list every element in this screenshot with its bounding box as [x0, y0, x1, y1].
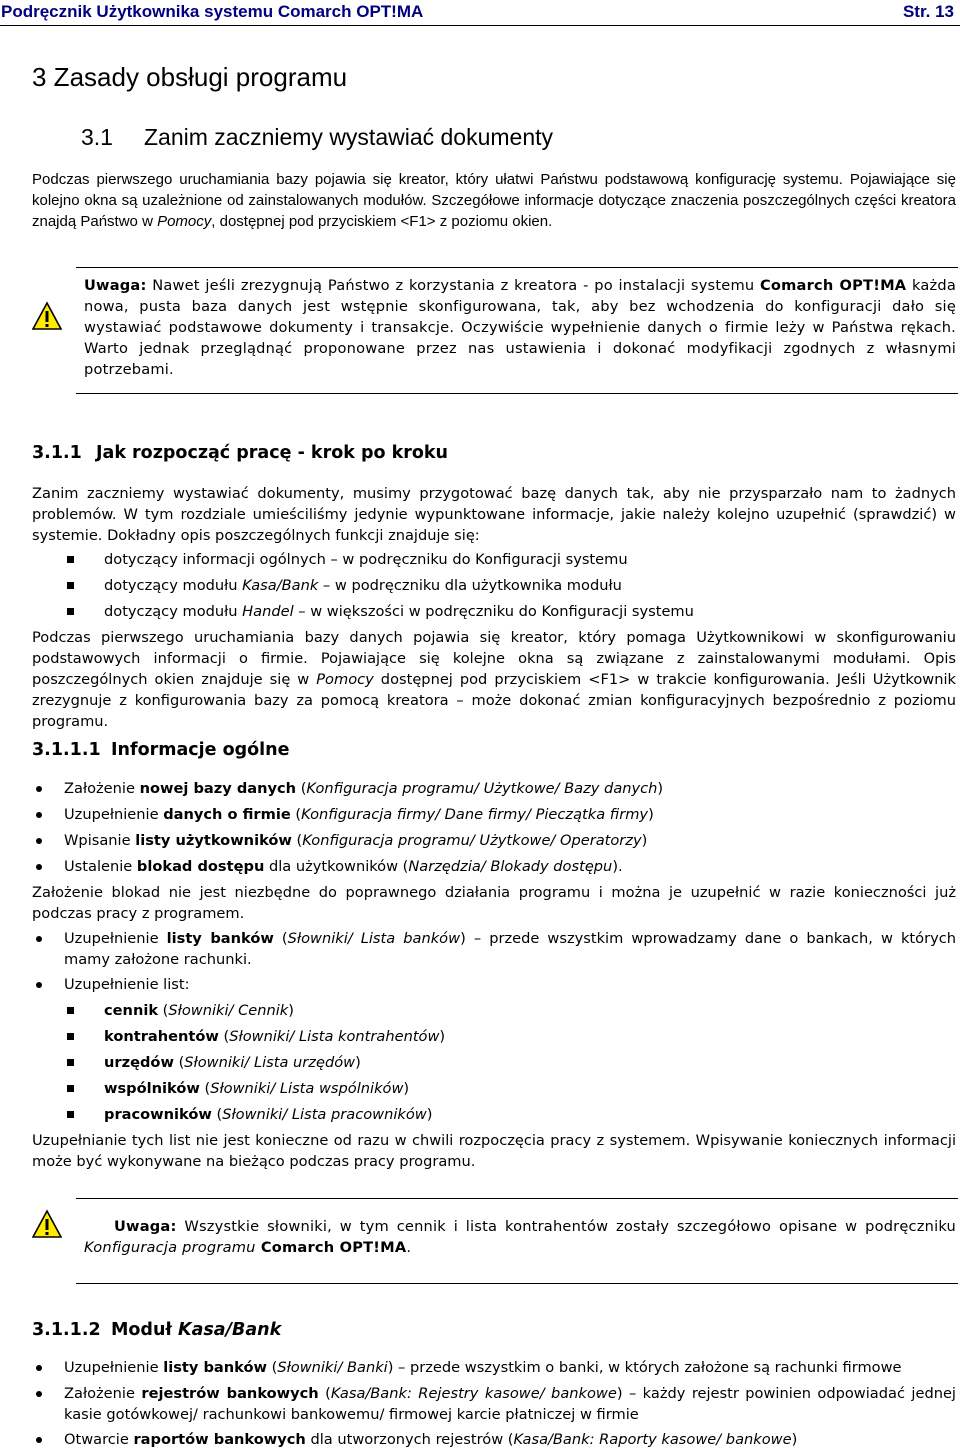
list-item — [104, 601, 694, 622]
li-b: nowej bazy danych — [139, 780, 297, 797]
square-bullet-icon — [67, 1111, 74, 1118]
subsubsection-text: Informacje ogólne — [111, 740, 290, 760]
li-b: cennik — [104, 1002, 159, 1019]
li-d: ) — [648, 806, 654, 823]
li-c: ( — [218, 1028, 230, 1045]
li-a: Otwarcie — [64, 1431, 134, 1448]
page-header — [0, 0, 960, 26]
section-number: 3.1 — [81, 124, 113, 150]
square-bullet-icon — [67, 1085, 74, 1092]
li-a: Uzupełnienie — [64, 806, 164, 823]
list-item-text: – w większości w podręczniku do Konfiguracji systemu — [293, 603, 694, 620]
list-item — [104, 1078, 409, 1099]
li-d: ) — [439, 1028, 446, 1045]
li-a: Założenie — [64, 780, 140, 797]
note2-label: Uwaga: — [114, 1218, 177, 1235]
li-c: dla użytkowników ( — [264, 858, 409, 875]
li-d: ) – przede wszystkim wprowadzamy dane o bankach, w których mamy założone rachunki. — [64, 930, 956, 968]
list-item — [104, 1052, 361, 1073]
subsubsection-number: 3.1.1.1 — [32, 740, 101, 760]
li-c: ( — [273, 930, 288, 947]
round-bullet-icon — [36, 786, 42, 792]
round-bullet-icon — [36, 864, 42, 870]
note2-brand: Comarch OPT!MA — [255, 1239, 407, 1256]
note-text-b: każda nowa, pusta baza danych jest wstępnie skonfigurowana, tak, aby bez wchodzenia do konfiguracji dało się wystawiać podstawowe dokumenty i transakcje. Oczywiście wypełnienie danych o firmie leży w Państwa rękach. Warto jednak przeglądnąć proponowane przez nas ustawienia i dokonać modyfikacji zgodnych z własnymi potrzebami. — [84, 277, 956, 378]
subsection-title — [32, 443, 448, 463]
paragraph-4: Założenie blokad nie jest niezbędne do poprawnego działania programu i można je uzupełnić w razie konieczności już podczas pracy z programem. — [32, 884, 956, 922]
square-bullet-icon — [67, 582, 74, 589]
intro-text-c: , dostępnej pod przyciskiem <F1> z poziomu okien. — [211, 213, 553, 230]
li-c: ( — [158, 1002, 169, 1019]
li-path: Konfiguracja programu/ Użytkowe/ Bazy danych — [306, 780, 658, 797]
list-item — [104, 575, 622, 596]
intro-text-a: Podczas pierwszego uruchamiania bazy pojawia się kreator, który ułatwi Państwu podstawową konfigurację systemu. Pojawiające się kolejno okna są uzależnione od zainstalowanych modułów. Szczegółowe informacje dotyczące znaczenia poszczególnych części kreatora znajdą Państwo w — [32, 171, 956, 230]
li-d: ) – każdy rejestr powinien odpowiadać jednej kasie gotówkowej/ rachunkowi bankowemu/ firmowej karcie płatniczej w firmie — [64, 1385, 956, 1423]
li-d: ) – przede wszystkim o banki, w których założone są rachunki firmowe — [387, 1359, 902, 1376]
list-item — [104, 549, 628, 570]
li-path: Słowniki/ Lista urzędów — [184, 1054, 356, 1071]
round-bullet-icon — [36, 838, 42, 844]
note-brand: Comarch OPT!MA — [760, 277, 907, 294]
li-d: ) — [426, 1106, 433, 1123]
li-d: ) — [355, 1054, 361, 1071]
list-item — [104, 1026, 445, 1047]
li-path: Słowniki/ Banki — [277, 1359, 388, 1376]
li-b: listy użytkowników — [135, 832, 292, 849]
square-bullet-icon — [67, 608, 74, 615]
list-item — [64, 804, 654, 825]
li-path: Słowniki/ Lista banków — [287, 930, 461, 947]
note-box — [84, 275, 956, 380]
page-number: Str. 13 — [902, 2, 954, 21]
list-item-text: dotyczący informacji ogólnych – w podręczniku do Konfiguracji systemu — [104, 551, 628, 568]
note2-rule-bottom — [76, 1283, 958, 1284]
header-title: Podręcznik Użytkownika systemu Comarch OPT!MA — [1, 2, 424, 21]
section-text: Zanim zaczniemy wystawiać dokumenty — [144, 124, 554, 150]
li-path: Słowniki/ Lista pracowników — [222, 1106, 427, 1123]
li-c: ( — [296, 780, 307, 797]
section-title — [81, 124, 553, 151]
li-c: ( — [266, 1359, 278, 1376]
list-item — [64, 1429, 797, 1450]
li-path: Słowniki/ Lista wspólników — [210, 1080, 404, 1097]
note2-box — [84, 1216, 956, 1258]
li-c: ( — [211, 1106, 223, 1123]
square-bullet-icon — [67, 1007, 74, 1014]
li-b: urzędów — [104, 1054, 174, 1071]
square-bullet-icon — [67, 556, 74, 563]
li-path: Słowniki/ Lista kontrahentów — [229, 1028, 440, 1045]
li-a: Uzupełnienie — [64, 1359, 164, 1376]
note-label: Uwaga: — [84, 277, 147, 294]
list-item-text: dotyczący modułu — [104, 603, 243, 620]
subsubsection-text: Moduł — [111, 1320, 179, 1340]
li-b: blokad dostępu — [136, 858, 265, 875]
li-b: raportów bankowych — [133, 1431, 306, 1448]
list-item-text: – w podręczniku dla użytkownika modułu — [318, 577, 622, 594]
li-path: Narzędzia/ Blokady dostępu — [408, 858, 613, 875]
li-c: ( — [173, 1054, 185, 1071]
li-b: pracowników — [104, 1106, 212, 1123]
list-item — [64, 928, 956, 970]
round-bullet-icon — [36, 936, 42, 942]
intro-paragraph — [32, 169, 956, 232]
note-rule-bottom — [76, 393, 958, 394]
li-b: danych o firmie — [163, 806, 291, 823]
li-a: Założenie — [64, 1385, 142, 1402]
paragraph-3 — [32, 627, 956, 732]
round-bullet-icon — [36, 812, 42, 818]
li-b: listy banków — [166, 930, 274, 947]
list-item — [104, 1000, 294, 1021]
li-d: ) — [641, 832, 648, 849]
li-d: ) — [791, 1431, 798, 1448]
subsubsection-module: Kasa/Bank — [178, 1320, 282, 1340]
square-bullet-icon — [67, 1059, 74, 1066]
li-c: ( — [199, 1080, 211, 1097]
li-a: Wpisanie — [64, 832, 136, 849]
list-item-module: Handel — [242, 603, 294, 620]
square-bullet-icon — [67, 1033, 74, 1040]
list-item-module: Kasa/Bank — [242, 577, 319, 594]
round-bullet-icon — [36, 1437, 42, 1443]
p3-text-b: dostępnej pod przyciskiem <F1> w trakcie konfigurowania. Jeśli Użytkownik zrezygnuje z konfigurowania bazy za pomocą kreatora – może dokonać zmian konfiguracyjnych bezpośrednio z poziomu programu. — [32, 671, 956, 730]
warning-icon — [32, 1209, 62, 1239]
li-d: ). — [612, 858, 623, 875]
li-c: ( — [318, 1385, 331, 1402]
list-item — [64, 1357, 902, 1378]
li-path: Konfiguracja programu/ Użytkowe/ Operatorzy — [302, 832, 642, 849]
list-item: Uzupełnienie list: — [64, 976, 190, 993]
subsection-text: Jak rozpocząć pracę - krok po kroku — [96, 443, 448, 463]
list-item-text: dotyczący modułu — [104, 577, 243, 594]
subsubsection-title-kasa — [32, 1320, 281, 1340]
note-text-a: Nawet jeśli zrezygnują Państwo z korzystania z kreatora - po instalacji systemu — [146, 277, 760, 294]
note2-book: Konfiguracja programu — [84, 1239, 256, 1256]
li-path: Konfiguracja firmy/ Dane firmy/ Pieczątka firmy — [301, 806, 649, 823]
li-b: listy banków — [163, 1359, 267, 1376]
paragraph-5: Uzupełnianie tych list nie jest konieczne od razu w chwili rozpoczęcia pracy z systemem. Wpisywanie koniecznych informacji może być wykonywane na bieżąco podczas pracy programu. — [32, 1132, 956, 1170]
li-path: Słowniki/ Cennik — [168, 1002, 289, 1019]
p3-help: Pomocy — [316, 671, 374, 688]
note2-end: . — [406, 1239, 412, 1256]
li-b: kontrahentów — [104, 1028, 219, 1045]
li-c: ( — [291, 832, 303, 849]
li-a: Ustalenie — [64, 858, 137, 875]
list-item — [64, 830, 647, 851]
warning-icon — [32, 301, 62, 331]
note-rule-top — [76, 267, 958, 268]
li-c: ( — [290, 806, 302, 823]
list-item — [104, 1104, 432, 1125]
subsubsection-number: 3.1.1.2 — [32, 1320, 101, 1340]
note2-text: Wszystkie słowniki, w tym cennik i lista kontrahentów zostały szczegółowo opisane w podręczniku — [176, 1218, 956, 1235]
list-item — [64, 1383, 956, 1425]
li-d: ) — [657, 780, 664, 797]
paragraph-2: Zanim zaczniemy wystawiać dokumenty, musimy przygotować bazę danych tak, aby nie przysparzało nam to żadnych problemów. W tym rozdziale umieściliśmy jedynie wypunktowane informacje, jakie należy kolejno uzupełnić (sprawdzić) w systemie. Dokładny opis poszczególnych funkcji znajduje się: — [32, 485, 956, 544]
round-bullet-icon — [36, 1365, 42, 1371]
subsubsection-title-general — [32, 740, 290, 760]
round-bullet-icon — [36, 982, 42, 988]
li-b: wspólników — [104, 1080, 200, 1097]
li-d: ) — [288, 1002, 294, 1019]
intro-help-link: Pomocy — [157, 213, 212, 230]
p3-text-a: Podczas pierwszego uruchamiania bazy danych pojawia się kreator, który pomaga Użytkownikowi w skonfigurowaniu podstawowych informacji o firmie. Pojawiające się kolejne okna są związane z zainstalowanymi modułami. Opis poszczególnych okien znajduje się w — [32, 629, 956, 688]
li-path: Kasa/Bank: Raporty kasowe/ bankowe — [513, 1431, 792, 1448]
chapter-title: 3 Zasady obsługi programu — [32, 62, 348, 92]
list-item — [64, 856, 623, 877]
li-d: ) — [403, 1080, 410, 1097]
li-a: Uzupełnienie — [64, 930, 167, 947]
note2-rule-top — [76, 1198, 958, 1199]
list-item — [64, 778, 663, 799]
subsection-number: 3.1.1 — [32, 443, 82, 463]
round-bullet-icon — [36, 1391, 42, 1397]
li-c: dla utworzonych rejestrów ( — [305, 1431, 514, 1448]
li-path: Kasa/Bank: Rejestry kasowe/ bankowe — [330, 1385, 617, 1402]
li-b: rejestrów bankowych — [141, 1385, 319, 1402]
